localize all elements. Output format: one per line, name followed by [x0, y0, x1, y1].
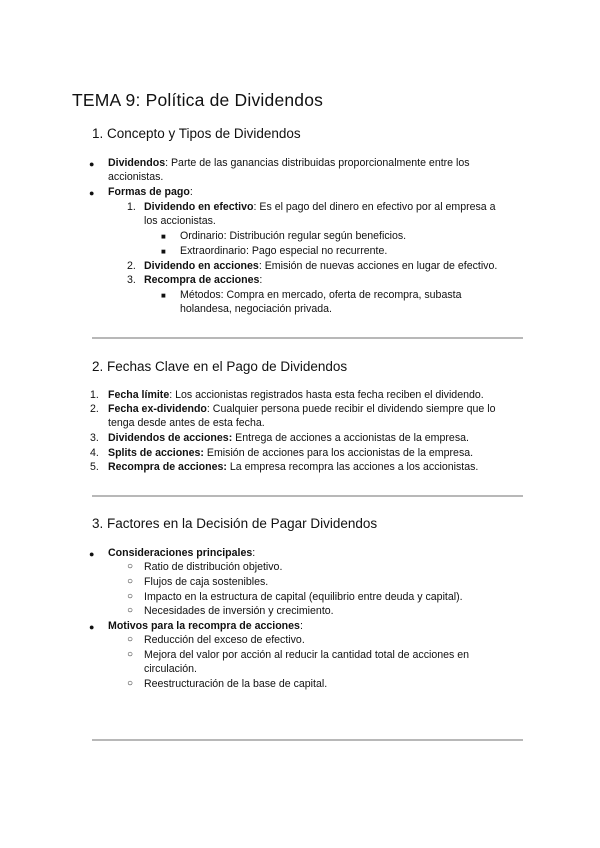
- item-text: : Emisión de nuevas acciones en lugar de efectivo.: [258, 260, 498, 272]
- bullet-icon: ●: [89, 159, 95, 169]
- list-number: 2.: [127, 260, 136, 272]
- term-label: Splits de acciones:: [108, 447, 204, 459]
- consideraciones-item: [108, 546, 255, 560]
- list-number: 1.: [90, 389, 99, 401]
- fecha-limite-item: [108, 388, 484, 402]
- list-item: Ratio de distribución objetivo.: [144, 561, 283, 573]
- list-item-cont: circulación.: [144, 663, 197, 675]
- list-item: Necesidades de inversión y crecimiento.: [144, 605, 334, 617]
- efectivo-item: [144, 200, 496, 214]
- term-label: Motivos para la recompra de acciones: [108, 620, 300, 632]
- item-text: :: [259, 274, 263, 286]
- bullet-icon: ●: [89, 188, 95, 198]
- term-label: Fecha ex-dividendo: [108, 403, 207, 415]
- term-label: Dividendos de acciones:: [108, 432, 233, 444]
- circle-bullet-icon: ○: [127, 605, 134, 616]
- item-text: :: [252, 547, 256, 559]
- motivos-item: [108, 619, 303, 633]
- term-label: Consideraciones principales: [108, 547, 253, 559]
- fecha-ex-dividendo-cont: tenga desde antes de esta fecha.: [108, 417, 265, 429]
- section-divider: [92, 337, 523, 339]
- formas-pago-item: [108, 185, 193, 199]
- term-label: Recompra de acciones:: [108, 461, 227, 473]
- item-text: : Es el pago del dinero en efectivo por al empresa a: [253, 201, 496, 213]
- metodos-item-cont: holandesa, negociación privada.: [180, 303, 332, 315]
- fecha-ex-dividendo-item: [108, 402, 495, 416]
- item-text: : Los accionistas registrados hasta esta fecha reciben el dividendo.: [169, 389, 484, 401]
- list-item: Reestructuración de la base de capital.: [144, 678, 328, 690]
- section-2-heading: 2. Fechas Clave en el Pago de Dividendos: [92, 359, 348, 374]
- dividendos-item: [108, 156, 470, 170]
- splits-item: [108, 446, 473, 460]
- item-text: : Cualquier persona puede recibir el dividendo siempre que lo: [206, 403, 496, 415]
- term-label: Recompra de acciones: [144, 274, 260, 286]
- efectivo-item-cont: los accionistas.: [144, 215, 216, 227]
- term-label: Dividendo en acciones: [144, 260, 259, 272]
- section-divider: [92, 495, 523, 497]
- extraordinario-item: Extraordinario: Pago especial no recurrente.: [180, 245, 388, 257]
- circle-bullet-icon: ○: [127, 591, 134, 602]
- list-number: 4.: [90, 447, 99, 459]
- bullet-icon: ●: [89, 549, 95, 559]
- list-number: 2.: [90, 403, 99, 415]
- item-text: La empresa recompra las acciones a los accionistas.: [226, 461, 479, 473]
- circle-bullet-icon: ○: [127, 634, 134, 645]
- page-title: TEMA 9: Política de Dividendos: [72, 90, 324, 110]
- term-label: Formas de pago: [108, 186, 190, 198]
- section-divider: [92, 739, 523, 741]
- recompra-acciones-item: [108, 460, 478, 474]
- circle-bullet-icon: ○: [127, 561, 134, 572]
- term-label: Fecha límite: [108, 389, 170, 401]
- list-number: 3.: [90, 432, 99, 444]
- item-text: Entrega de acciones a accionistas de la empresa.: [232, 432, 469, 444]
- item-text: :: [189, 186, 193, 198]
- item-text: : Parte de las ganancias distribuidas proporcionalmente entre los: [165, 157, 470, 169]
- section-1-heading: 1. Concepto y Tipos de Dividendos: [92, 126, 301, 141]
- term-label: Dividendo en efectivo: [144, 201, 254, 213]
- section-3-heading: 3. Factores en la Decisión de Pagar Dividendos: [92, 516, 378, 531]
- ordinario-item: Ordinario: Distribución regular según beneficios.: [180, 230, 407, 242]
- dividendos-item-cont: accionistas.: [108, 171, 164, 183]
- item-text: :: [299, 620, 303, 632]
- metodos-item: Métodos: Compra en mercado, oferta de recompra, subasta: [180, 289, 462, 301]
- list-item: Mejora del valor por acción al reducir la cantidad total de acciones en: [144, 649, 470, 661]
- square-bullet-icon: ■: [161, 247, 166, 256]
- list-item: Flujos de caja sostenibles.: [144, 576, 269, 588]
- dividendo-acciones-item: [144, 259, 497, 273]
- term-label: Dividendos: [108, 157, 166, 169]
- dividendos-acciones-item: [108, 431, 469, 445]
- recompra-item: [144, 273, 262, 287]
- list-item: Impacto en la estructura de capital (equilibrio entre deuda y capital).: [144, 591, 463, 603]
- list-number: 3.: [127, 274, 136, 286]
- circle-bullet-icon: ○: [127, 649, 134, 660]
- item-text: Emisión de acciones para los accionistas de la empresa.: [203, 447, 474, 459]
- square-bullet-icon: ■: [161, 291, 166, 300]
- circle-bullet-icon: ○: [127, 576, 134, 587]
- circle-bullet-icon: ○: [127, 678, 134, 689]
- list-item: Reducción del exceso de efectivo.: [144, 634, 305, 646]
- list-number: 1.: [127, 201, 136, 213]
- list-number: 5.: [90, 461, 99, 473]
- bullet-icon: ●: [89, 622, 95, 632]
- square-bullet-icon: ■: [161, 232, 166, 241]
